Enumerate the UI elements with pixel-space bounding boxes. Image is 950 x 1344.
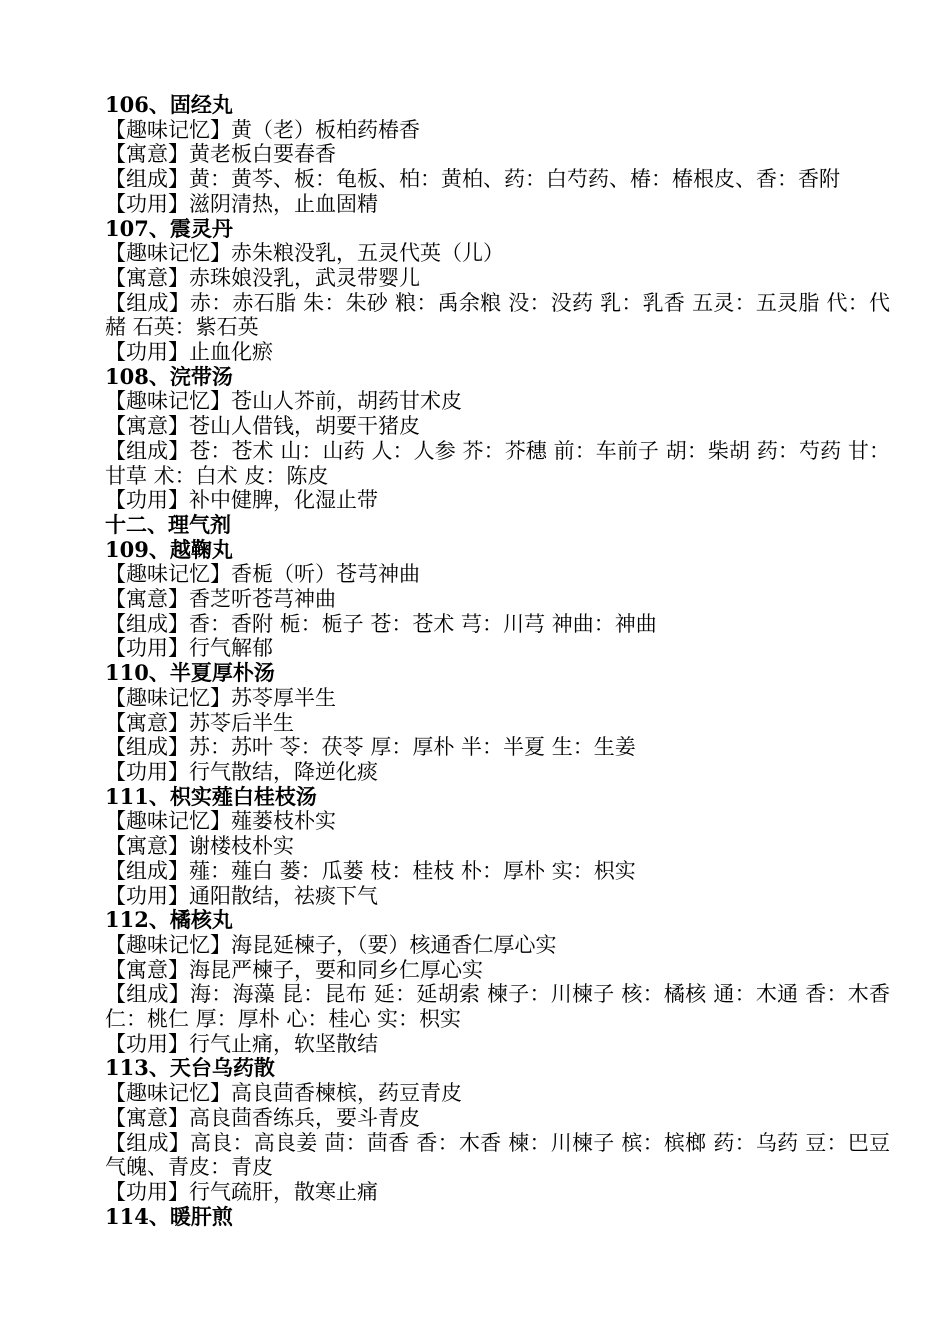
text-line: 【寓意】赤珠娘没乳，武灵带婴儿: [105, 265, 420, 290]
text-line: 【趣味记忆】香栀（听）苍芎神曲: [105, 562, 420, 587]
text-line: 【寓意】苍山人借钱，胡要干猪皮: [105, 414, 420, 439]
text-line: 【功用】滋阴清热，止血固精: [105, 191, 378, 216]
formula-title: 114、暖肝煎: [105, 1203, 233, 1229]
formula-title: 111、枳实薤白桂枝汤: [105, 783, 317, 809]
text-line: 【趣味记忆】赤朱粮没乳，五灵代英（儿）: [105, 241, 504, 266]
formula-title: 113、天台乌药散: [105, 1055, 275, 1081]
text-line: 【功用】通阳散结，祛痰下气: [105, 883, 378, 908]
document-page: [105, 93, 890, 1229]
text-line: 【功用】补中健脾，化湿止带: [105, 488, 378, 513]
formula-title: 108、浣带汤: [105, 363, 233, 389]
text-line: 【趣味记忆】黄（老）板柏药椿香: [105, 117, 420, 142]
formula-title: 112、橘核丸: [105, 907, 233, 933]
text-line: 【寓意】香芝听苍芎神曲: [105, 587, 336, 612]
section-heading: 十二、理气剂: [105, 511, 231, 537]
text-paragraph: 【组成】赤：赤石脂 朱：朱砂 粮：禹余粮 没：没药 乳：乳香 五灵：五灵脂 代：代赭 石英：紫石英: [105, 290, 890, 340]
text-line: 【组成】苏：苏叶 苓：茯苓 厚：厚朴 半：半夏 生：生姜: [105, 735, 636, 760]
text-line: 【趣味记忆】苏苓厚半生: [105, 685, 336, 710]
text-paragraph: 【组成】苍：苍术 山：山药 人：人参 芥：芥穗 前：车前子 胡：柴胡 药：芍药 甘：甘草 术：白术 皮：陈皮: [105, 438, 890, 488]
text-line: 【寓意】黄老板白要春香: [105, 142, 336, 167]
formula-title: 110、半夏厚朴汤: [105, 660, 275, 686]
text-line: 【功用】行气散结，降逆化痰: [105, 759, 378, 784]
text-line: 【功用】行气疏肝，散寒止痛: [105, 1179, 378, 1204]
text-paragraph: 【组成】高良：高良姜 茴：茴香 香：木香 楝：川楝子 槟：槟榔 药：乌药 豆：巴豆 气魄、青皮：青皮: [105, 1130, 890, 1180]
text-line: 【组成】香：香附 栀：栀子 苍：苍术 芎：川芎 神曲：神曲: [105, 611, 657, 636]
formula-title: 109、越鞠丸: [105, 536, 233, 562]
text-line: 【寓意】谢楼枝朴实: [105, 834, 294, 859]
text-line: 【趣味记忆】海昆延楝子，（要）核通香仁厚心实: [105, 932, 557, 957]
text-line: 【寓意】苏苓后半生: [105, 710, 294, 735]
text-line: 【趣味记忆】苍山人芥前，胡药甘术皮: [105, 389, 462, 414]
text-line: 【趣味记忆】薤蒌枝朴实: [105, 809, 336, 834]
text-paragraph: 【组成】海：海藻 昆：昆布 延：延胡索 楝子：川楝子 核：橘核 通：木通 香：木香 仁：桃仁 厚：厚朴 心：桂心 实：枳实: [105, 982, 890, 1032]
text-line: 【功用】行气止痛，软坚散结: [105, 1031, 378, 1056]
text-line: 【寓意】海昆严楝子，要和同乡仁厚心实: [105, 957, 483, 982]
text-line: 【组成】薤：薤白 蒌：瓜蒌 枝：桂枝 朴：厚朴 实：枳实: [105, 858, 636, 883]
text-line: 【功用】止血化瘀: [105, 340, 273, 365]
text-line: 【寓意】高良茴香练兵，要斗青皮: [105, 1105, 420, 1130]
text-line: 【趣味记忆】高良茴香楝槟，药豆青皮: [105, 1081, 462, 1106]
formula-title: 107、震灵丹: [105, 215, 233, 241]
formula-title: 106、固经丸: [105, 92, 233, 117]
text-line: 【功用】行气解郁: [105, 636, 273, 661]
text-paragraph: 【组成】黄：黄芩、板：龟板、柏：黄柏、药：白芍药、椿：椿根皮、香：香附: [105, 167, 840, 192]
